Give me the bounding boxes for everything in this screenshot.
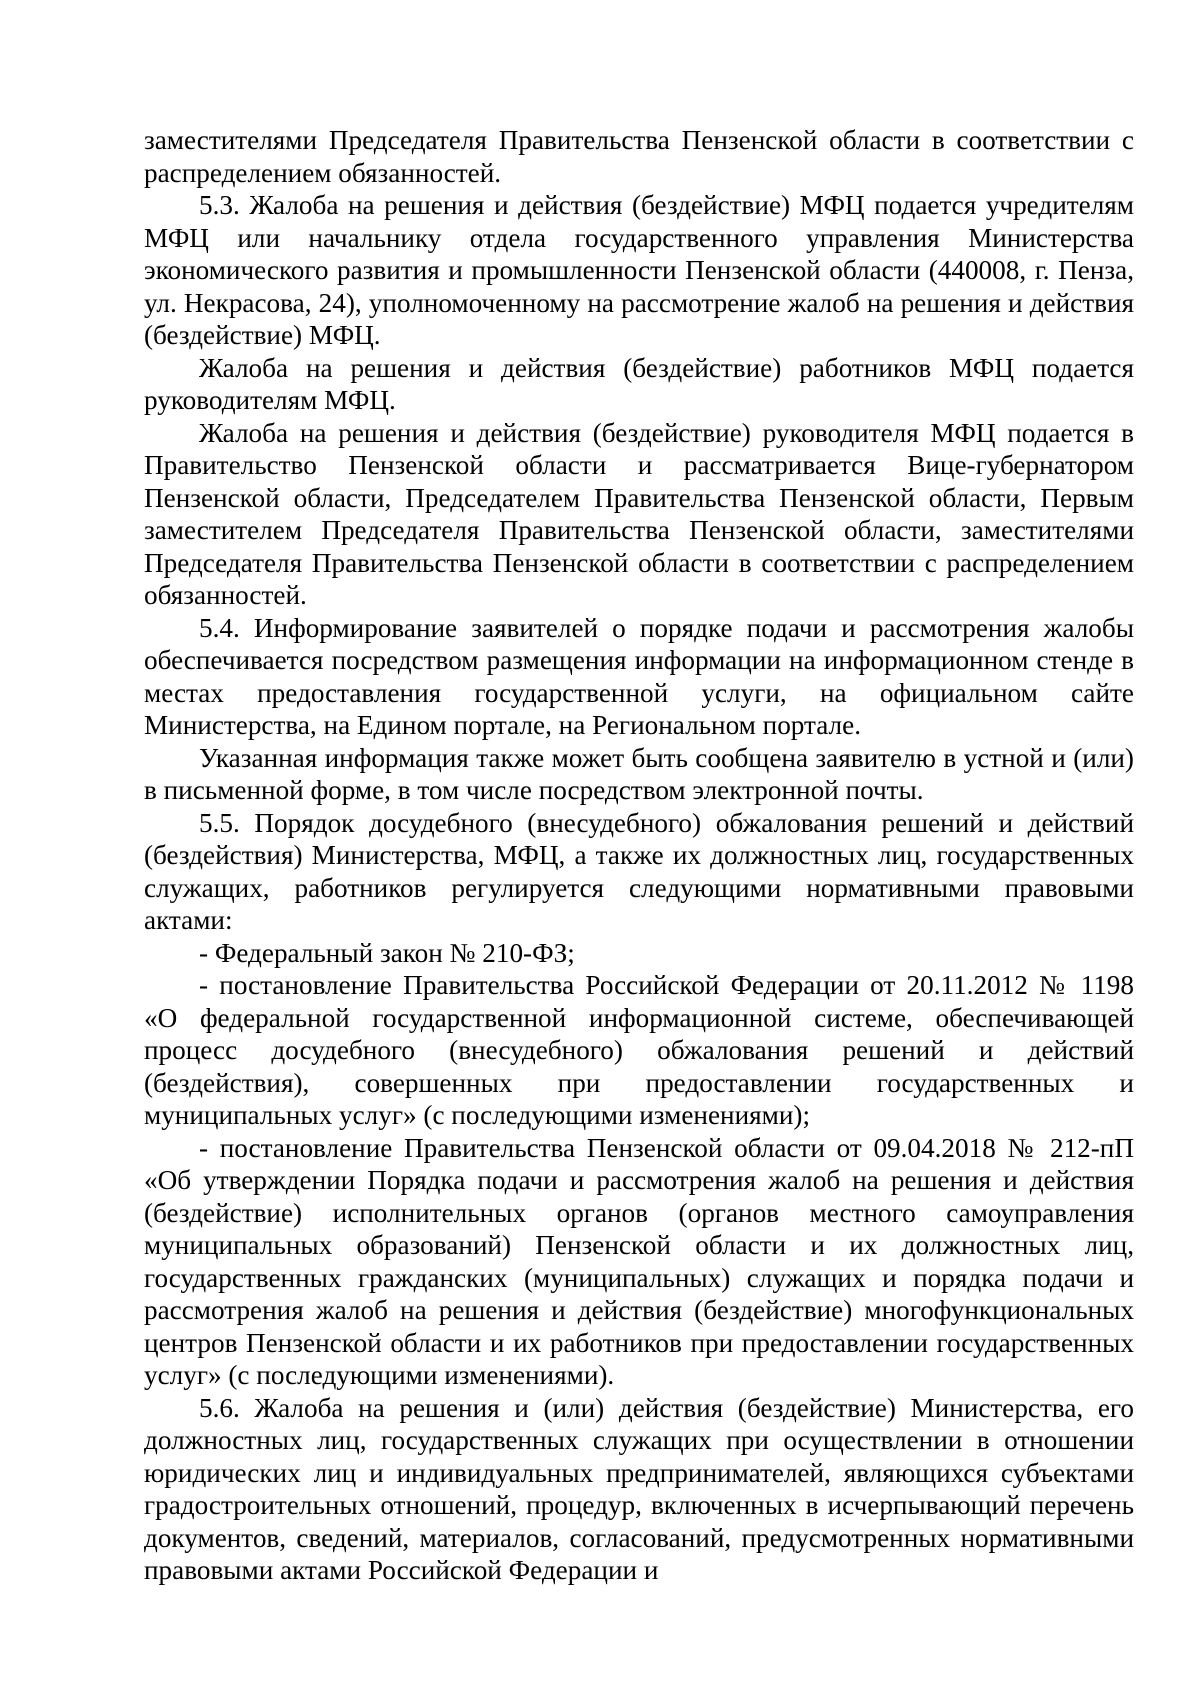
paragraph-5-6: 5.6. Жалоба на решения и (или) действия (бездействие) Министерства, его должностных лиц, государственных служащих при осуществлении в отношении юридических лиц и индивидуальных предпринимателей, являющихся субъектами градостроительных отношений, процедур, включенных в исчерпывающий перечень документов, сведений, материалов, согласований, предусмотренных нормативными правовыми актами Российской Федерации и — [144, 1392, 1134, 1585]
paragraph-mfc-workers-complaint: Жалоба на решения и действия (бездействие) работников МФЦ подается руководителям МФЦ. — [144, 352, 1134, 415]
paragraph-continuation: заместителями Председателя Правительства Пензенской области в соответствии с распределением обязанностей. — [144, 125, 1134, 188]
paragraph-5-4: 5.4. Информирование заявителей о порядке подачи и рассмотрения жалобы обеспечивается посредством размещения информации на информационном стенде в местах предоставления государственной услуги, на официальном сайте Министерства, на Едином портале, на Региональном портале. — [144, 612, 1134, 740]
paragraph-5-5: 5.5. Порядок досудебного (внесудебного) обжалования решений и действий (бездействия) Министерства, МФЦ, а также их должностных лиц, государственных служащих, работников регулируется следующими нормативными правовыми актами: — [144, 807, 1134, 935]
list-item-penza-resolution: - постановление Правительства Пензенской области от 09.04.2018 № 212-пП «Об утверждении Порядка подачи и рассмотрения жалоб на решения и действия (бездействие) исполнительных органов (органов местного самоуправления муниципальных образований) Пензенской области и их должностных лиц, государственных гражданских (муниципальных) служащих и порядка подачи и рассмотрения жалоб на решения и действия (бездействие) многофункциональных центров Пензенской области и их работников при предоставлении государственных услуг» (с последующими изменениями). — [144, 1132, 1134, 1390]
list-item-federal-law: - Федеральный закон № 210-ФЗ; — [199, 937, 575, 968]
paragraph-info-channels: Указанная информация также может быть сообщена заявителю в устной и (или) в письменной форме, в том числе посредством электронной почты. — [144, 742, 1134, 805]
document-page — [144, 124, 1134, 1587]
paragraph-mfc-head-complaint: Жалоба на решения и действия (бездействие) руководителя МФЦ подается в Правительство Пензенской области и рассматривается Вице-губернатором Пензенской области, Председателем Правительства Пензенской области, Первым заместителем Председателя Правительства Пензенской области, заместителями Председателя Правительства Пензенской области в соответствии с распределением обязанностей. — [144, 417, 1134, 610]
list-item-rf-resolution: - постановление Правительства Российской Федерации от 20.11.2012 № 1198 «О федеральной государственной информационной системе, обеспечивающей процесс досудебного (внесудебного) обжалования решений и действий (бездействия), совершенных при предоставлении государственных и муниципальных услуг» (с последующими изменениями); — [144, 970, 1134, 1130]
paragraph-5-3: 5.3. Жалоба на решения и действия (бездействие) МФЦ подается учредителям МФЦ или начальнику отдела государственного управления Министерства экономического развития и промышленности Пензенской области (440008, г. Пенза, ул. Некрасова, 24), уполномоченному на рассмотрение жалоб на решения и действия (бездействие) МФЦ. — [144, 190, 1134, 350]
